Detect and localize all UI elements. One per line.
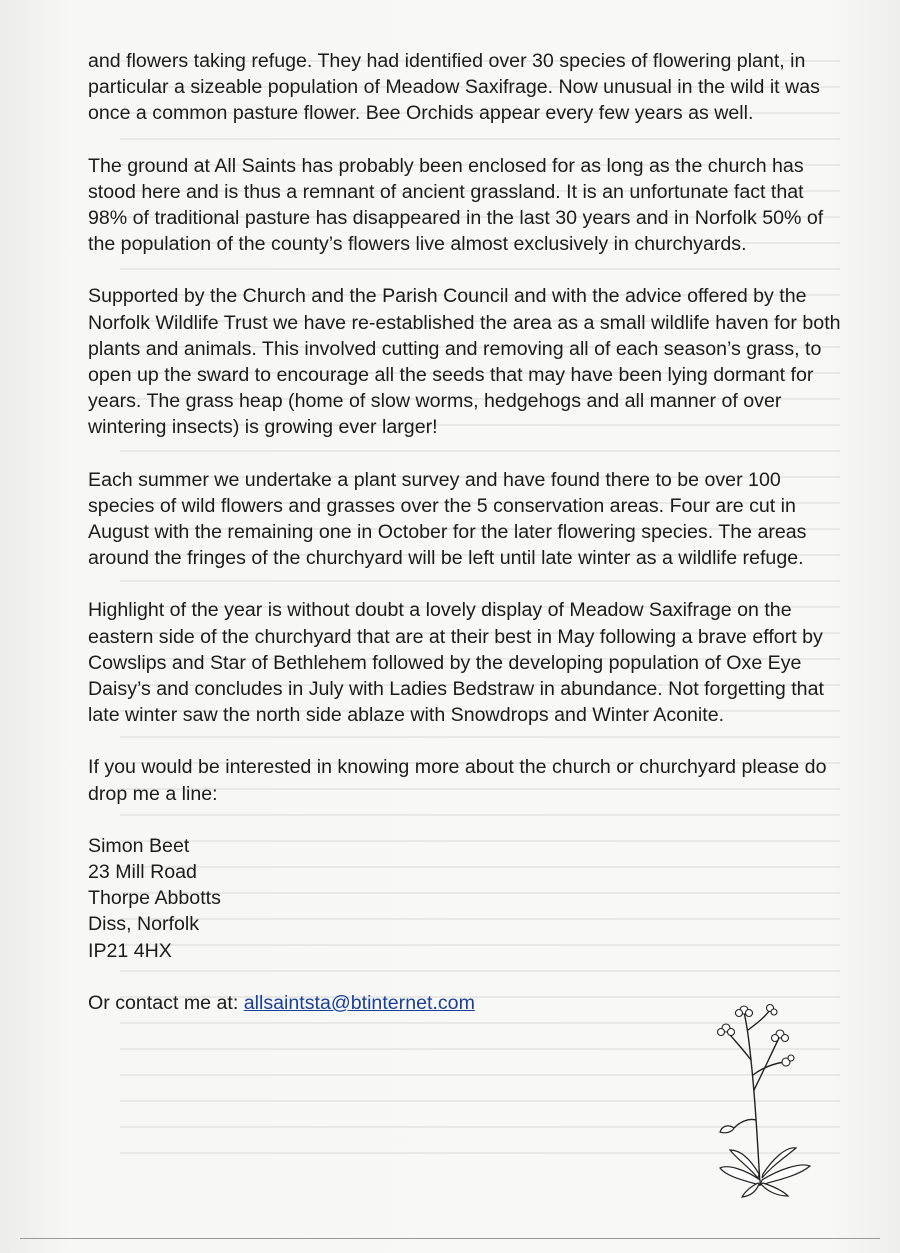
address-village: Thorpe Abbotts (88, 887, 221, 910)
paragraph-4: Each summer we undertake a plant survey and have found there to be over 100 species of wild flowers and grasses over the 5 conservation areas. Four are cut in August with the remaining one in October for the later flowering species. The areas around the fringes of the churchyard will be left until late winter as a wildlife refuge. (88, 468, 807, 570)
postal-address (88, 833, 848, 964)
paragraph-1: and flowers taking refuge. They had identified over 30 species of flowering plant, in particular a sizeable population of Meadow Saxifrage. Now unusual in the wild it was once a common pasture flower. Bee Orchids appear every few years as well. (88, 50, 820, 125)
email-link[interactable]: allsaintsta@btinternet.com (243, 991, 475, 1014)
plant-illustration-icon (712, 1000, 822, 1200)
paragraph-3: Supported by the Church and the Parish Council and with the advice offered by the Norfolk Wildlife Trust we have re-established the area as a small wildlife haven for both plants and animals. This involved cutting and removing all of each season’s grass, to open up the sward to encourage all the seeds that may have been lying dormant for years. The grass heap (home of slow worms, hedgehogs and all manner of over wintering insects) is growing ever larger! (88, 285, 841, 439)
page-bottom-edge (20, 1238, 880, 1239)
document-body (88, 48, 848, 1042)
paragraph-6: If you would be interested in knowing more about the church or churchyard please do drop me a line: (88, 756, 827, 805)
paragraph-5: Highlight of the year is without doubt a lovely display of Meadow Saxifrage on the eastern side of the churchyard that are at their best in May following a brave effort by Cowslips and Star of Bethlehem followed by the developing population of Oxe Eye Daisy’s and concludes in July with Ladies Bedstraw in abundance. Not forgetting that late winter saw the north side ablaze with Snowdrops and Winter Aconite. (88, 599, 824, 727)
address-postcode: IP21 4HX (88, 939, 172, 962)
address-name: Simon Beet (88, 834, 190, 857)
address-town: Diss, Norfolk (88, 913, 200, 936)
contact-prefix: Or contact me at: (88, 991, 244, 1014)
address-street: 23 Mill Road (88, 861, 197, 884)
paragraph-2: The ground at All Saints has probably been enclosed for as long as the church has stood here and is thus a remnant of ancient grassland. It is an unfortunate fact that 98% of traditional pasture has disappeared in the last 30 years and in Norfolk 50% of the population of the county’s flowers live almost exclusively in churchyards. (88, 154, 824, 256)
